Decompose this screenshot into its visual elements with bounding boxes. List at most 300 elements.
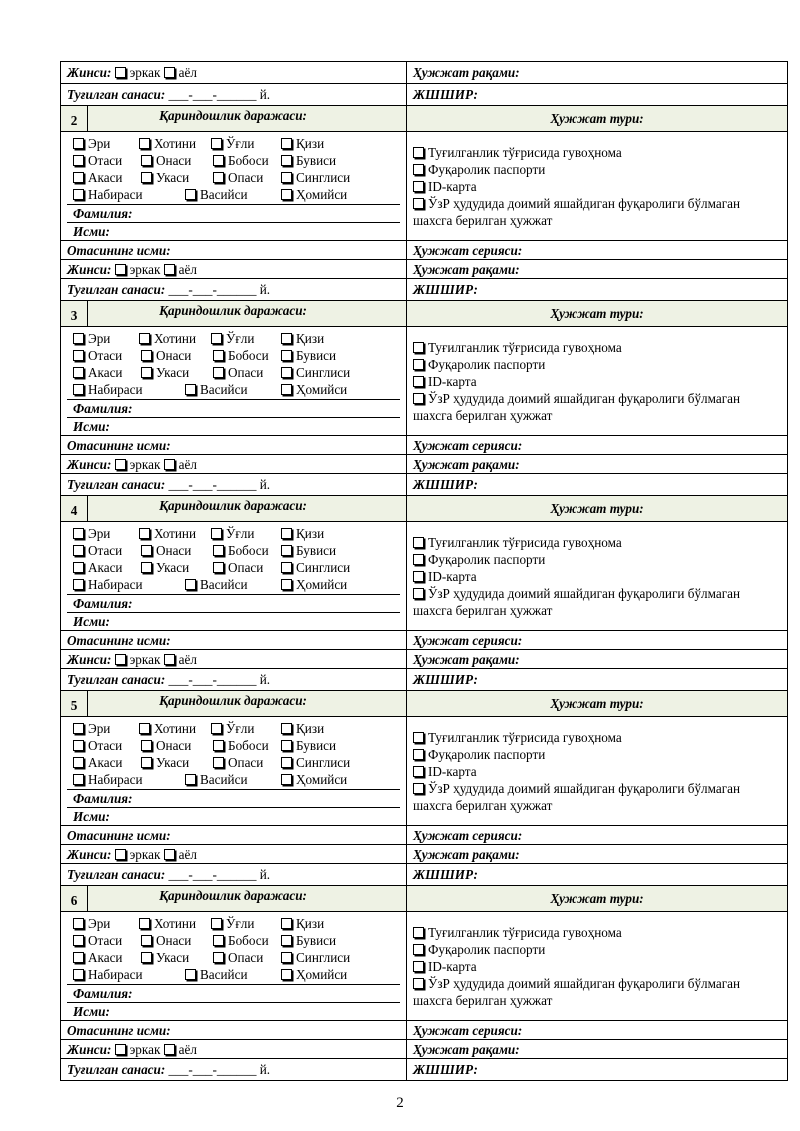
doc-series-label: Ҳужжат серияси:: [413, 1022, 523, 1038]
checkbox-icon[interactable]: [281, 528, 292, 539]
kinship-option[interactable]: Ўғли: [211, 330, 254, 347]
checkbox-icon[interactable]: [413, 766, 424, 777]
checkbox-icon[interactable]: [281, 333, 292, 344]
checkbox-icon[interactable]: [141, 740, 152, 751]
kinship-option[interactable]: Васийси: [185, 576, 248, 593]
kinship-option[interactable]: Синглиси: [281, 949, 350, 966]
female-checkbox[interactable]: [164, 264, 175, 275]
kinship-option[interactable]: Акаси: [73, 364, 123, 381]
kinship-option[interactable]: Акаси: [73, 169, 123, 186]
birth-date-blank: ___-___-______ й.: [168, 87, 271, 102]
checkbox-icon[interactable]: [185, 579, 196, 590]
checkbox-icon[interactable]: [213, 350, 224, 361]
kinship-option[interactable]: Акаси: [73, 559, 123, 576]
checkbox-icon[interactable]: [413, 571, 424, 582]
kinship-option[interactable]: Опаси: [213, 949, 263, 966]
birth-date-cell[interactable]: [61, 669, 407, 691]
checkbox-icon[interactable]: [281, 757, 292, 768]
checkbox-icon[interactable]: [281, 189, 292, 200]
surname-label: Фамилия:: [73, 401, 133, 416]
kinship-grid: [67, 327, 400, 398]
birth-date-row: [61, 864, 788, 886]
kinship-option[interactable]: Опаси: [213, 754, 263, 771]
checkbox-icon[interactable]: [281, 579, 292, 590]
kinship-option[interactable]: Ўғли: [211, 525, 254, 542]
kinship-row: [73, 135, 394, 152]
doc-types-cell: [407, 717, 788, 826]
surname-field[interactable]: [67, 399, 400, 417]
birth-date-label: Туғилган санаси:: [67, 672, 166, 687]
kinship-and-docs-row: [61, 912, 788, 1021]
checkbox-icon[interactable]: [281, 969, 292, 980]
kinship-option[interactable]: Эри: [73, 915, 110, 932]
checkbox-icon[interactable]: [413, 198, 424, 209]
surname-field[interactable]: [67, 984, 400, 1002]
doc-type-option[interactable]: ЎзР ҳудудида доимий яшайдиган фуқаролиги бўлмаган шахсга берилган ҳужжат: [413, 195, 741, 228]
female-checkbox[interactable]: [164, 849, 175, 860]
kinship-header-cell: [61, 886, 407, 912]
kinship-option[interactable]: Укаси: [141, 559, 189, 576]
checkbox-icon[interactable]: [413, 783, 424, 794]
kinship-option[interactable]: Васийси: [185, 966, 248, 983]
checkbox-icon[interactable]: [281, 367, 292, 378]
kinship-option[interactable]: Бувиси: [281, 737, 336, 754]
kinship-option[interactable]: Ҳомийси: [281, 771, 347, 788]
patronymic-row: [61, 1021, 788, 1040]
surname-field[interactable]: [67, 789, 400, 807]
male-checkbox[interactable]: [115, 1044, 126, 1055]
checkbox-icon[interactable]: [141, 952, 152, 963]
pinfl-cell[interactable]: [407, 669, 788, 691]
checkbox-icon[interactable]: [141, 935, 152, 946]
kinship-option[interactable]: Бувиси: [281, 347, 336, 364]
checkbox-icon[interactable]: [413, 732, 424, 743]
female-checkbox[interactable]: [164, 654, 175, 665]
kinship-option[interactable]: Хотини: [139, 720, 196, 737]
birth-date-cell[interactable]: [61, 474, 407, 496]
checkbox-icon[interactable]: [281, 935, 292, 946]
doc-type-title: Ҳужжат тури:: [550, 111, 644, 126]
kinship-option[interactable]: Хотини: [139, 915, 196, 932]
checkbox-icon[interactable]: [73, 333, 84, 344]
checkbox-icon[interactable]: [281, 155, 292, 166]
kinship-option[interactable]: Онаси: [141, 542, 191, 559]
checkbox-icon[interactable]: [73, 138, 84, 149]
checkbox-icon[interactable]: [281, 562, 292, 573]
doc-number-label: Ҳужжат рақами:: [413, 651, 520, 667]
checkbox-icon[interactable]: [141, 562, 152, 573]
doc-number-label: Ҳужжат рақами:: [413, 65, 520, 80]
name-field[interactable]: [67, 807, 400, 825]
kinship-option[interactable]: Бобоси: [213, 542, 269, 559]
checkbox-icon[interactable]: [213, 545, 224, 556]
kinship-option[interactable]: Синглиси: [281, 169, 350, 186]
doc-type-title: Ҳужжат тури:: [550, 696, 644, 711]
checkbox-icon[interactable]: [413, 359, 424, 370]
doc-type-option[interactable]: Фуқаролик паспорти: [413, 356, 781, 373]
checkbox-icon[interactable]: [213, 562, 224, 573]
pinfl-label: ЖШШИР:: [413, 1062, 478, 1077]
kinship-option[interactable]: Бобоси: [213, 347, 269, 364]
doc-type-option[interactable]: ID-карта: [413, 178, 781, 195]
doc-number-cell[interactable]: [407, 650, 788, 669]
doc-series-cell[interactable]: [407, 631, 788, 650]
checkbox-icon[interactable]: [213, 935, 224, 946]
checkbox-icon[interactable]: [413, 393, 424, 404]
page-number: 2: [396, 1095, 404, 1111]
checkbox-icon[interactable]: [73, 579, 84, 590]
gender-cell: [61, 455, 407, 474]
gender-label: Жинси:: [67, 456, 112, 472]
kinship-option[interactable]: Акаси: [73, 949, 123, 966]
birth-date-blank: ___-___-______ й.: [168, 672, 271, 687]
checkbox-icon[interactable]: [413, 944, 424, 955]
checkbox-icon[interactable]: [281, 384, 292, 395]
doc-type-option[interactable]: ID-карта: [413, 568, 781, 585]
name-field[interactable]: [67, 417, 400, 435]
kinship-option[interactable]: Ўғли: [211, 135, 254, 152]
birth-date-row: [61, 1059, 788, 1081]
checkbox-icon[interactable]: [73, 562, 84, 573]
checkbox-icon[interactable]: [185, 384, 196, 395]
kinship-option[interactable]: Укаси: [141, 754, 189, 771]
doc-number-cell[interactable]: [407, 455, 788, 474]
kinship-option[interactable]: Васийси: [185, 381, 248, 398]
male-checkbox[interactable]: [115, 654, 126, 665]
birth-date-row: [61, 474, 788, 496]
doc-series-label: Ҳужжат серияси:: [413, 242, 523, 258]
checkbox-icon[interactable]: [141, 350, 152, 361]
kinship-option[interactable]: Опаси: [213, 364, 263, 381]
male-label: эркак: [129, 261, 161, 277]
doc-series-cell[interactable]: [407, 826, 788, 845]
male-label: эркак: [129, 65, 161, 80]
female-label: аёл: [178, 261, 197, 277]
checkbox-icon[interactable]: [141, 172, 152, 183]
kinship-option[interactable]: Отаси: [73, 932, 122, 949]
kinship-row: [73, 915, 394, 932]
patronymic-cell[interactable]: [61, 241, 407, 260]
pinfl-cell[interactable]: [407, 864, 788, 886]
kinship-option[interactable]: Синглиси: [281, 559, 350, 576]
gender-cell: [61, 650, 407, 669]
checkbox-icon[interactable]: [185, 969, 196, 980]
birth-date-row: [61, 669, 788, 691]
kinship-row: [73, 576, 394, 593]
checkbox-icon[interactable]: [73, 367, 84, 378]
checkbox-icon[interactable]: [413, 181, 424, 192]
checkbox-icon[interactable]: [281, 172, 292, 183]
checkbox-icon[interactable]: [139, 138, 150, 149]
surname-field[interactable]: [67, 594, 400, 612]
patronymic-cell[interactable]: [61, 436, 407, 455]
doc-type-option[interactable]: Туғилганлик тўғрисида гувоҳнома: [413, 924, 781, 941]
male-label: эркак: [129, 1041, 161, 1057]
doc-series-cell[interactable]: [407, 1021, 788, 1040]
doc-type-header-cell: [407, 691, 788, 717]
checkbox-icon[interactable]: [73, 757, 84, 768]
pinfl-label: ЖШШИР:: [413, 672, 478, 687]
doc-types-cell: [407, 912, 788, 1021]
kinship-option[interactable]: Хотини: [139, 135, 196, 152]
gender-row: [61, 455, 788, 474]
kinship-option[interactable]: Ўғли: [211, 720, 254, 737]
kinship-option[interactable]: Бобоси: [213, 932, 269, 949]
kinship-option[interactable]: Қизи: [281, 915, 324, 932]
checkbox-icon[interactable]: [211, 333, 222, 344]
kinship-option[interactable]: Бувиси: [281, 932, 336, 949]
checkbox-icon[interactable]: [211, 918, 222, 929]
kinship-option[interactable]: Набираси: [73, 381, 143, 398]
kinship-option[interactable]: Қизи: [281, 330, 324, 347]
kinship-option[interactable]: Синглиси: [281, 364, 350, 381]
pinfl-cell[interactable]: [407, 1059, 788, 1081]
gender-label: Жинси:: [67, 846, 112, 862]
name-field[interactable]: [67, 1002, 400, 1020]
doc-number-cell[interactable]: [407, 62, 788, 84]
patronymic-cell[interactable]: [61, 826, 407, 845]
patronymic-cell[interactable]: [61, 1021, 407, 1040]
checkbox-icon[interactable]: [281, 545, 292, 556]
birth-date-cell[interactable]: [61, 279, 407, 301]
checkbox-icon[interactable]: [141, 155, 152, 166]
pinfl-cell[interactable]: [407, 84, 788, 106]
kinship-option[interactable]: Қизи: [281, 720, 324, 737]
checkbox-icon[interactable]: [213, 155, 224, 166]
pinfl-label: ЖШШИР:: [413, 87, 478, 102]
kinship-option[interactable]: Ўғли: [211, 915, 254, 932]
checkbox-icon[interactable]: [185, 189, 196, 200]
doc-type-option[interactable]: ЎзР ҳудудида доимий яшайдиган фуқаролиги бўлмаган шахсга берилган ҳужжат: [413, 975, 741, 1008]
birth-date-label: Туғилган санаси:: [67, 867, 166, 882]
kinship-option[interactable]: Эри: [73, 525, 110, 542]
birth-date-cell[interactable]: [61, 84, 407, 106]
kinship-option[interactable]: Ҳомийси: [281, 576, 347, 593]
doc-type-option[interactable]: ЎзР ҳудудида доимий яшайдиган фуқаролиги бўлмаган шахсга берилган ҳужжат: [413, 585, 741, 618]
doc-type-option[interactable]: ЎзР ҳудудида доимий яшайдиган фуқаролиги бўлмаган шахсга берилган ҳужжат: [413, 390, 741, 423]
checkbox-icon[interactable]: [73, 155, 84, 166]
kinship-option[interactable]: Опаси: [213, 169, 263, 186]
checkbox-icon[interactable]: [413, 376, 424, 387]
male-checkbox[interactable]: [115, 849, 126, 860]
doc-number-label: Ҳужжат рақами:: [413, 846, 520, 862]
kinship-option[interactable]: Укаси: [141, 949, 189, 966]
kinship-header-cell: [61, 691, 407, 717]
checkbox-icon[interactable]: [413, 749, 424, 760]
name-field[interactable]: [67, 222, 400, 240]
kinship-option[interactable]: Бобоси: [213, 152, 269, 169]
kinship-option[interactable]: Ҳомийси: [281, 381, 347, 398]
kinship-option[interactable]: Синглиси: [281, 754, 350, 771]
kinship-option[interactable]: Хотини: [139, 525, 196, 542]
doc-type-option[interactable]: Туғилганлик тўғрисида гувоҳнома: [413, 339, 781, 356]
kinship-option[interactable]: Бобоси: [213, 737, 269, 754]
doc-type-option[interactable]: Фуқаролик паспорти: [413, 941, 781, 958]
checkbox-icon[interactable]: [281, 350, 292, 361]
checkbox-icon[interactable]: [413, 588, 424, 599]
kinship-option[interactable]: Онаси: [141, 737, 191, 754]
checkbox-icon[interactable]: [185, 774, 196, 785]
male-checkbox[interactable]: [115, 264, 126, 275]
patronymic-cell[interactable]: [61, 631, 407, 650]
kinship-option[interactable]: Акаси: [73, 754, 123, 771]
kinship-option[interactable]: Отаси: [73, 737, 122, 754]
checkbox-icon[interactable]: [141, 367, 152, 378]
doc-type-option[interactable]: Туғилганлик тўғрисида гувоҳнома: [413, 729, 781, 746]
kinship-option[interactable]: Онаси: [141, 347, 191, 364]
kinship-option[interactable]: Васийси: [185, 186, 248, 203]
checkbox-icon[interactable]: [73, 350, 84, 361]
male-checkbox[interactable]: [115, 67, 126, 78]
kinship-option[interactable]: Эри: [73, 720, 110, 737]
kinship-option[interactable]: Опаси: [213, 559, 263, 576]
checkbox-icon[interactable]: [73, 918, 84, 929]
female-checkbox[interactable]: [164, 459, 175, 470]
kinship-option[interactable]: Бувиси: [281, 542, 336, 559]
checkbox-icon[interactable]: [281, 918, 292, 929]
doc-number-cell[interactable]: [407, 1040, 788, 1059]
pinfl-label: ЖШШИР:: [413, 282, 478, 297]
checkbox-icon[interactable]: [413, 537, 424, 548]
doc-series-label: Ҳужжат серияси:: [413, 827, 523, 843]
kinship-options-cell: [61, 717, 407, 826]
checkbox-icon[interactable]: [73, 952, 84, 963]
doc-number-cell[interactable]: [407, 845, 788, 864]
kinship-option[interactable]: Набираси: [73, 186, 143, 203]
female-checkbox[interactable]: [164, 1044, 175, 1055]
birth-date-cell[interactable]: [61, 1059, 407, 1081]
checkbox-icon[interactable]: [413, 554, 424, 565]
pinfl-cell[interactable]: [407, 279, 788, 301]
kinship-option[interactable]: Укаси: [141, 364, 189, 381]
male-checkbox[interactable]: [115, 459, 126, 470]
kinship-option[interactable]: Ҳомийси: [281, 186, 347, 203]
checkbox-icon[interactable]: [413, 164, 424, 175]
checkbox-icon[interactable]: [413, 978, 424, 989]
kinship-option[interactable]: Отаси: [73, 542, 122, 559]
birth-date-cell[interactable]: [61, 864, 407, 886]
doc-type-option[interactable]: ID-карта: [413, 373, 781, 390]
doc-series-cell[interactable]: [407, 241, 788, 260]
kinship-option[interactable]: Эри: [73, 330, 110, 347]
kinship-row: [73, 949, 394, 966]
doc-number-cell[interactable]: [407, 260, 788, 279]
kinship-option[interactable]: Онаси: [141, 932, 191, 949]
birth-date-row: [61, 84, 788, 106]
kinship-option[interactable]: Набираси: [73, 771, 143, 788]
pinfl-cell[interactable]: [407, 474, 788, 496]
patronymic-label: Отасининг исми:: [67, 437, 171, 453]
kinship-row: [73, 559, 394, 576]
checkbox-icon[interactable]: [211, 723, 222, 734]
checkbox-icon[interactable]: [213, 757, 224, 768]
checkbox-icon[interactable]: [141, 757, 152, 768]
gender-label: Жинси:: [67, 651, 112, 667]
kinship-option[interactable]: Набираси: [73, 966, 143, 983]
checkbox-icon[interactable]: [413, 961, 424, 972]
name-label: Исми:: [73, 614, 110, 629]
checkbox-icon[interactable]: [281, 952, 292, 963]
doc-series-cell[interactable]: [407, 436, 788, 455]
doc-type-option[interactable]: ID-карта: [413, 958, 781, 975]
checkbox-icon[interactable]: [141, 545, 152, 556]
doc-type-option[interactable]: ЎзР ҳудудида доимий яшайдиган фуқаролиги бўлмаган шахсга берилган ҳужжат: [413, 780, 741, 813]
kinship-option[interactable]: Укаси: [141, 169, 189, 186]
checkbox-icon[interactable]: [139, 333, 150, 344]
kinship-row: [73, 330, 394, 347]
checkbox-icon[interactable]: [73, 172, 84, 183]
checkbox-icon[interactable]: [281, 723, 292, 734]
checkbox-icon[interactable]: [211, 528, 222, 539]
kinship-option[interactable]: Эри: [73, 135, 110, 152]
doc-type-option[interactable]: Туғилганлик тўғрисида гувоҳнома: [413, 534, 781, 551]
female-label: аёл: [178, 65, 197, 80]
checkbox-icon[interactable]: [211, 138, 222, 149]
checkbox-icon[interactable]: [281, 138, 292, 149]
checkbox-icon[interactable]: [73, 384, 84, 395]
checkbox-icon[interactable]: [139, 528, 150, 539]
patronymic-label: Отасининг исми:: [67, 632, 171, 648]
checkbox-icon[interactable]: [213, 367, 224, 378]
checkbox-icon[interactable]: [139, 723, 150, 734]
checkbox-icon[interactable]: [73, 774, 84, 785]
kinship-option[interactable]: Набираси: [73, 576, 143, 593]
section-number: 5: [61, 691, 88, 716]
doc-type-option[interactable]: Туғилганлик тўғрисида гувоҳнома: [413, 144, 781, 161]
checkbox-icon[interactable]: [213, 740, 224, 751]
checkbox-icon[interactable]: [73, 189, 84, 200]
pinfl-label: ЖШШИР:: [413, 477, 478, 492]
doc-type-header-cell: [407, 106, 788, 132]
doc-type-option[interactable]: Фуқаролик паспорти: [413, 551, 781, 568]
kinship-option[interactable]: Бувиси: [281, 152, 336, 169]
surname-field[interactable]: [67, 204, 400, 222]
checkbox-icon[interactable]: [413, 927, 424, 938]
checkbox-icon[interactable]: [139, 918, 150, 929]
checkbox-icon[interactable]: [73, 545, 84, 556]
checkbox-icon[interactable]: [73, 723, 84, 734]
kinship-option[interactable]: Хотини: [139, 330, 196, 347]
female-checkbox[interactable]: [164, 67, 175, 78]
kinship-row: [73, 381, 394, 398]
kinship-option[interactable]: Онаси: [141, 152, 191, 169]
kinship-option[interactable]: Ҳомийси: [281, 966, 347, 983]
kinship-option[interactable]: Васийси: [185, 771, 248, 788]
checkbox-icon[interactable]: [413, 147, 424, 158]
kinship-option[interactable]: Отаси: [73, 347, 122, 364]
checkbox-icon[interactable]: [281, 774, 292, 785]
surname-label: Фамилия:: [73, 791, 133, 806]
doc-type-option[interactable]: Фуқаролик паспорти: [413, 746, 781, 763]
checkbox-icon[interactable]: [73, 969, 84, 980]
checkbox-icon[interactable]: [73, 528, 84, 539]
kinship-option[interactable]: Қизи: [281, 135, 324, 152]
doc-type-title: Ҳужжат тури:: [550, 891, 644, 906]
kinship-option[interactable]: Қизи: [281, 525, 324, 542]
checkbox-icon[interactable]: [213, 952, 224, 963]
doc-type-option[interactable]: Фуқаролик паспорти: [413, 161, 781, 178]
kinship-degree-title: Қариндошлик даражаси:: [159, 303, 307, 318]
name-field[interactable]: [67, 612, 400, 630]
checkbox-icon[interactable]: [213, 172, 224, 183]
surname-label: Фамилия:: [73, 596, 133, 611]
kinship-option[interactable]: Отаси: [73, 152, 122, 169]
checkbox-icon[interactable]: [73, 935, 84, 946]
checkbox-icon[interactable]: [281, 740, 292, 751]
checkbox-icon[interactable]: [73, 740, 84, 751]
doc-type-option[interactable]: ID-карта: [413, 763, 781, 780]
checkbox-icon[interactable]: [413, 342, 424, 353]
